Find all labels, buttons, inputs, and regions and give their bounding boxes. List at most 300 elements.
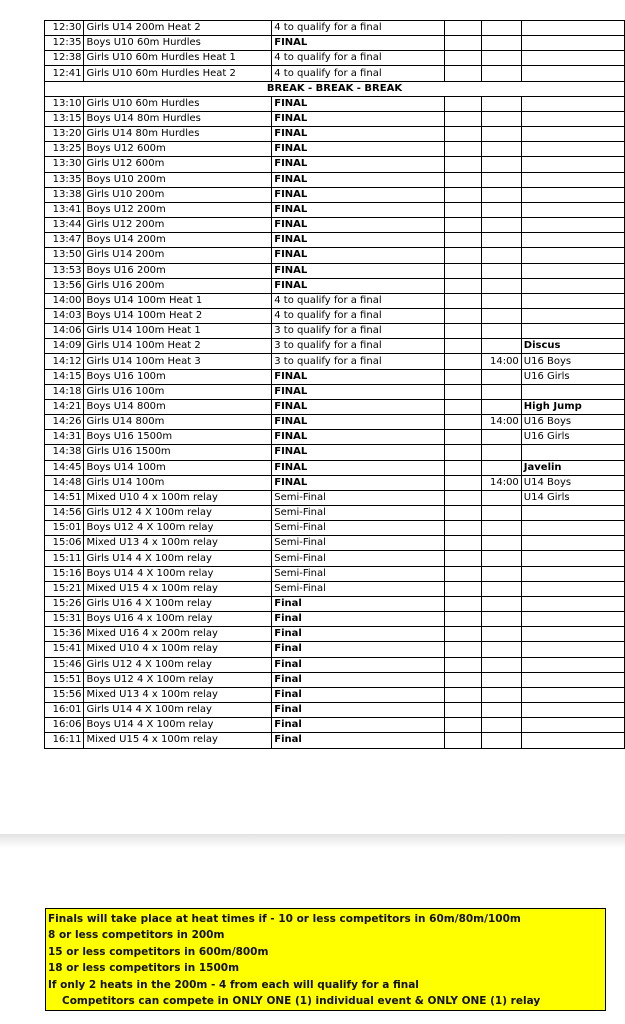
table-row [45,339,625,354]
field-spacer [444,551,482,566]
event-name: Boys U14 800m [84,399,272,414]
event-time: 14:56 [45,506,84,521]
table-row [45,687,625,702]
field-event-time [482,157,521,172]
event-time: 14:00 [45,293,84,308]
field-event-name [521,506,624,521]
event-status: Semi-Final [272,506,444,521]
field-event-name: Javelin [521,460,624,475]
field-spacer [444,627,482,642]
table-row [45,551,625,566]
field-spacer [444,672,482,687]
event-name: Girls U14 100m Heat 3 [84,354,272,369]
break-row [45,81,625,96]
event-time: 13:35 [45,172,84,187]
event-status: 3 to qualify for a final [272,324,444,339]
event-name: Girls U16 200m [84,278,272,293]
event-status: Final [272,642,444,657]
event-status: Final [272,687,444,702]
event-name: Boys U12 200m [84,202,272,217]
field-spacer [444,142,482,157]
field-event-name [521,263,624,278]
event-status: Final [272,596,444,611]
field-event-time [482,536,521,551]
field-event-name [521,551,624,566]
event-time: 12:35 [45,36,84,51]
table-row [45,627,625,642]
event-status: 3 to qualify for a final [272,339,444,354]
table-row [45,278,625,293]
event-status: Semi-Final [272,551,444,566]
field-spacer [444,324,482,339]
event-status: FINAL [272,36,444,51]
event-status: Final [272,718,444,733]
event-name: Girls U14 800m [84,415,272,430]
event-status: FINAL [272,369,444,384]
event-status: FINAL [272,218,444,233]
table-row [45,172,625,187]
event-status: FINAL [272,399,444,414]
field-event-name [521,672,624,687]
field-spacer [444,733,482,748]
event-time: 13:30 [45,157,84,172]
table-row [45,233,625,248]
event-time: 13:38 [45,187,84,202]
field-event-time: 14:00 [482,415,521,430]
event-status: FINAL [272,127,444,142]
table-row [45,36,625,51]
field-event-time [482,384,521,399]
event-status: FINAL [272,96,444,111]
event-status: FINAL [272,248,444,263]
field-spacer [444,460,482,475]
field-event-name [521,612,624,627]
event-name: Boys U10 60m Hurdles [84,36,272,51]
event-name: Girls U16 4 X 100m relay [84,596,272,611]
event-status: Final [272,657,444,672]
field-event-time [482,278,521,293]
break-label: BREAK - BREAK - BREAK [45,81,625,96]
event-status: 4 to qualify for a final [272,51,444,66]
event-name: Boys U12 4 X 100m relay [84,672,272,687]
event-name: Girls U14 4 X 100m relay [84,703,272,718]
field-event-name [521,157,624,172]
event-name: Girls U14 80m Hurdles [84,127,272,142]
event-time: 15:26 [45,596,84,611]
event-time: 15:46 [45,657,84,672]
field-spacer [444,596,482,611]
event-status: FINAL [272,157,444,172]
table-row [45,293,625,308]
field-event-time [482,293,521,308]
field-spacer [444,233,482,248]
event-time: 14:15 [45,369,84,384]
event-name: Boys U14 4 X 100m relay [84,718,272,733]
event-time: 13:56 [45,278,84,293]
note-line: 18 or less competitors in 1500m [48,962,240,975]
table-row [45,157,625,172]
field-spacer [444,581,482,596]
field-event-time: 14:00 [482,475,521,490]
event-status: Final [272,627,444,642]
event-status: FINAL [272,445,444,460]
field-event-name [521,536,624,551]
event-time: 14:12 [45,354,84,369]
field-event-time [482,233,521,248]
event-name: Girls U14 100m Heat 2 [84,339,272,354]
field-event-name [521,687,624,702]
table-row [45,460,625,475]
event-time: 16:06 [45,718,84,733]
field-spacer [444,187,482,202]
field-spacer [444,566,482,581]
event-time: 12:38 [45,51,84,66]
field-event-time [482,248,521,263]
field-event-name [521,324,624,339]
field-spacer [444,293,482,308]
field-event-name [521,384,624,399]
event-status: FINAL [272,263,444,278]
event-time: 15:51 [45,672,84,687]
field-event-name [521,96,624,111]
event-status: Semi-Final [272,490,444,505]
event-time: 13:50 [45,248,84,263]
field-spacer [444,354,482,369]
field-spacer [444,66,482,81]
event-time: 15:31 [45,612,84,627]
event-status: FINAL [272,430,444,445]
event-time: 14:38 [45,445,84,460]
field-spacer [444,687,482,702]
field-event-time [482,733,521,748]
field-event-name [521,172,624,187]
field-spacer [444,445,482,460]
event-time: 14:26 [45,415,84,430]
field-event-time [482,111,521,126]
field-spacer [444,490,482,505]
event-name: Girls U10 60m Hurdles Heat 2 [84,66,272,81]
table-row [45,324,625,339]
schedule-body [45,21,625,749]
table-row [45,612,625,627]
field-event-time [482,21,521,36]
field-event-name [521,111,624,126]
field-event-time [482,672,521,687]
event-status: Final [272,703,444,718]
schedule-table [44,20,625,749]
field-event-name [521,445,624,460]
field-event-time [482,96,521,111]
field-event-name [521,581,624,596]
field-event-name [521,293,624,308]
field-spacer [444,415,482,430]
field-event-time [482,596,521,611]
event-name: Mixed U16 4 x 200m relay [84,627,272,642]
field-spacer [444,36,482,51]
event-status: Semi-Final [272,521,444,536]
field-event-time [482,66,521,81]
event-time: 13:10 [45,96,84,111]
event-name: Mixed U10 4 x 100m relay [84,642,272,657]
field-event-time [482,187,521,202]
event-name: Boys U12 600m [84,142,272,157]
table-row [45,384,625,399]
event-name: Mixed U15 4 x 100m relay [84,581,272,596]
field-spacer [444,475,482,490]
field-spacer [444,506,482,521]
field-event-name [521,36,624,51]
rules-note-box [45,908,606,1011]
event-name: Girls U16 100m [84,384,272,399]
table-row [45,111,625,126]
table-row [45,127,625,142]
event-name: Girls U14 4 X 100m relay [84,551,272,566]
event-status: Semi-Final [272,536,444,551]
field-event-time [482,551,521,566]
table-row [45,96,625,111]
event-status: FINAL [272,111,444,126]
field-event-time [482,612,521,627]
field-event-time [482,566,521,581]
field-spacer [444,157,482,172]
event-time: 15:11 [45,551,84,566]
field-event-name: High Jump [521,399,624,414]
event-status: 4 to qualify for a final [272,66,444,81]
field-event-time [482,127,521,142]
field-event-name [521,21,624,36]
table-row [45,415,625,430]
table-row [45,369,625,384]
event-name: Boys U14 200m [84,233,272,248]
event-name: Mixed U15 4 x 100m relay [84,733,272,748]
field-spacer [444,612,482,627]
field-event-time [482,521,521,536]
field-event-time [482,369,521,384]
table-row [45,566,625,581]
event-name: Girls U14 200m Heat 2 [84,21,272,36]
event-status: 3 to qualify for a final [272,354,444,369]
event-time: 15:01 [45,521,84,536]
table-row [45,475,625,490]
field-event-time [482,172,521,187]
field-event-name: U16 Boys [521,415,624,430]
note-line: 15 or less competitors in 600m/800m [48,945,269,958]
event-name: Boys U10 200m [84,172,272,187]
table-row [45,581,625,596]
table-row [45,596,625,611]
event-time: 16:01 [45,703,84,718]
field-event-time [482,36,521,51]
event-time: 13:15 [45,111,84,126]
table-row [45,187,625,202]
field-event-name [521,596,624,611]
field-spacer [444,278,482,293]
field-event-name [521,51,624,66]
field-event-time [482,142,521,157]
field-event-name [521,703,624,718]
note-line: If only 2 heats in the 200m - 4 from each will qualify for a final [48,978,419,991]
field-spacer [444,718,482,733]
event-status: 4 to qualify for a final [272,293,444,308]
event-status: 4 to qualify for a final [272,21,444,36]
event-status: FINAL [272,460,444,475]
field-event-name [521,657,624,672]
event-time: 13:20 [45,127,84,142]
event-name: Girls U12 600m [84,157,272,172]
event-time: 13:47 [45,233,84,248]
event-time: 12:30 [45,21,84,36]
field-event-time [482,642,521,657]
event-status: FINAL [272,384,444,399]
note-line: 8 or less competitors in 200m [48,929,225,942]
event-time: 14:03 [45,308,84,323]
event-time: 14:09 [45,339,84,354]
field-event-time [482,657,521,672]
field-spacer [444,263,482,278]
event-status: FINAL [272,202,444,217]
event-status: FINAL [272,233,444,248]
event-name: Girls U14 100m Heat 1 [84,324,272,339]
table-row [45,202,625,217]
field-event-name [521,187,624,202]
field-event-time [482,399,521,414]
event-name: Girls U10 200m [84,187,272,202]
event-status: FINAL [272,278,444,293]
event-name: Boys U14 80m Hurdles [84,111,272,126]
field-event-time [482,581,521,596]
event-status: 4 to qualify for a final [272,308,444,323]
field-event-name [521,233,624,248]
event-name: Girls U12 200m [84,218,272,233]
event-status: FINAL [272,172,444,187]
event-time: 14:21 [45,399,84,414]
field-event-time [482,202,521,217]
table-row [45,263,625,278]
table-row [45,490,625,505]
field-event-name [521,733,624,748]
event-time: 13:41 [45,202,84,217]
field-event-name [521,566,624,581]
event-time: 15:06 [45,536,84,551]
table-row [45,506,625,521]
event-name: Boys U16 100m [84,369,272,384]
field-event-time [482,324,521,339]
field-event-time [482,627,521,642]
event-name: Boys U14 100m Heat 1 [84,293,272,308]
field-spacer [444,248,482,263]
field-spacer [444,642,482,657]
field-spacer [444,430,482,445]
field-spacer [444,521,482,536]
event-time: 15:41 [45,642,84,657]
event-name: Mixed U10 4 x 100m relay [84,490,272,505]
field-spacer [444,703,482,718]
event-name: Boys U14 100m [84,460,272,475]
event-time: 12:41 [45,66,84,81]
field-event-name: U14 Boys [521,475,624,490]
table-row [45,308,625,323]
table-row [45,536,625,551]
event-status: Final [272,612,444,627]
table-row [45,733,625,748]
table-row [45,672,625,687]
event-time: 14:31 [45,430,84,445]
field-spacer [444,339,482,354]
field-event-name [521,142,624,157]
field-spacer [444,21,482,36]
table-row [45,248,625,263]
event-status: Final [272,733,444,748]
table-row [45,430,625,445]
event-status: Semi-Final [272,581,444,596]
event-name: Girls U14 100m [84,475,272,490]
table-row [45,51,625,66]
event-status: FINAL [272,142,444,157]
field-event-time [482,51,521,66]
field-event-time [482,460,521,475]
field-event-name [521,127,624,142]
event-name: Girls U12 4 X 100m relay [84,506,272,521]
event-name: Boys U16 1500m [84,430,272,445]
event-name: Boys U12 4 X 100m relay [84,521,272,536]
field-event-name: U14 Girls [521,490,624,505]
field-event-name [521,718,624,733]
event-name: Girls U14 200m [84,248,272,263]
table-row [45,399,625,414]
field-event-time [482,490,521,505]
field-event-name [521,627,624,642]
event-name: Girls U16 1500m [84,445,272,460]
event-status: FINAL [272,475,444,490]
event-name: Girls U10 60m Hurdles Heat 1 [84,51,272,66]
table-row [45,218,625,233]
event-name: Boys U14 100m Heat 2 [84,308,272,323]
table-row [45,642,625,657]
field-spacer [444,399,482,414]
field-spacer [444,536,482,551]
field-event-name [521,66,624,81]
field-event-name: U16 Girls [521,430,624,445]
note-line: Competitors can compete in ONLY ONE (1) individual event & ONLY ONE (1) relay [62,995,541,1008]
event-time: 14:18 [45,384,84,399]
page-divider [0,834,625,848]
note-line: Finals will take place at heat times if - 10 or less competitors in 60m/80m/100m [48,913,521,925]
field-spacer [444,657,482,672]
event-time: 15:21 [45,581,84,596]
field-event-time [482,703,521,718]
field-event-time [482,218,521,233]
table-row [45,521,625,536]
event-name: Girls U12 4 X 100m relay [84,657,272,672]
table-row [45,703,625,718]
field-event-name [521,278,624,293]
event-name: Mixed U13 4 x 100m relay [84,536,272,551]
event-time: 14:45 [45,460,84,475]
field-spacer [444,369,482,384]
field-event-name [521,642,624,657]
field-event-name: U16 Girls [521,369,624,384]
field-spacer [444,202,482,217]
event-time: 13:25 [45,142,84,157]
event-name: Boys U14 4 X 100m relay [84,566,272,581]
event-status: FINAL [272,415,444,430]
table-row [45,66,625,81]
field-spacer [444,308,482,323]
event-time: 13:53 [45,263,84,278]
field-event-name [521,521,624,536]
event-name: Boys U16 200m [84,263,272,278]
event-time: 16:11 [45,733,84,748]
